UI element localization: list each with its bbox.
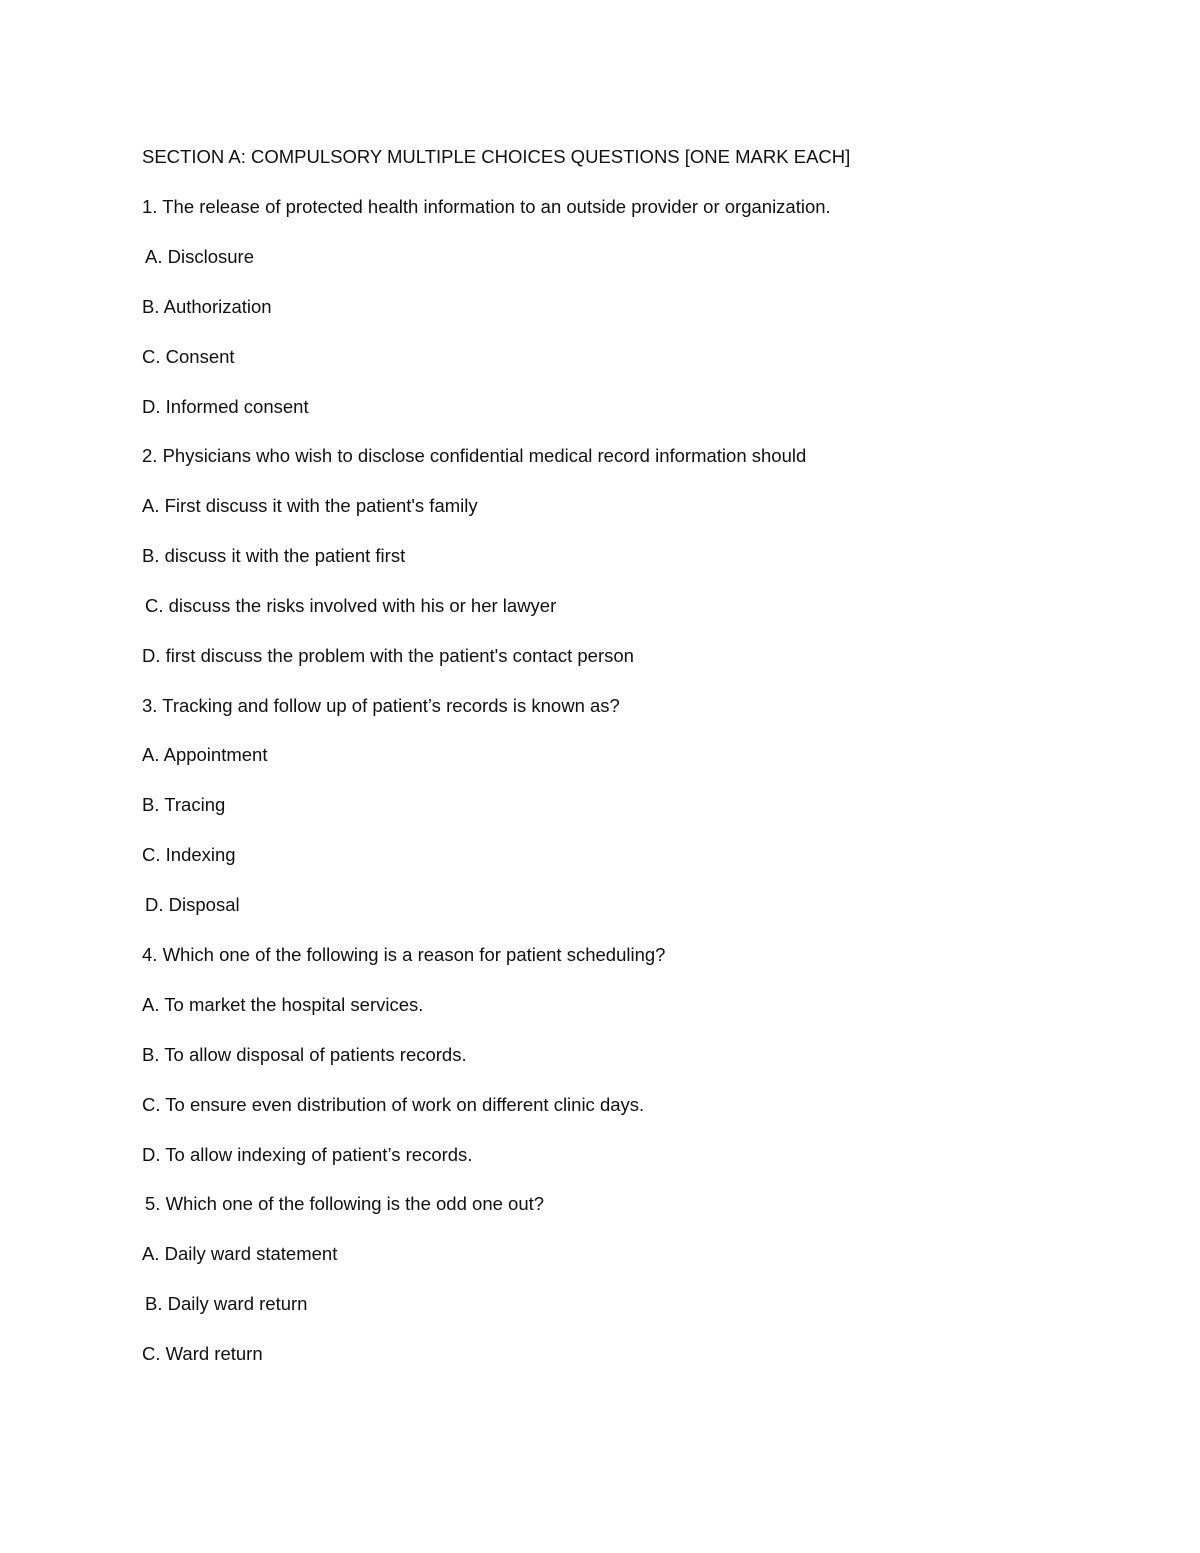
question-3-option-c: C. Indexing <box>142 844 236 865</box>
question-1-option-c: C. Consent <box>142 346 235 367</box>
section-heading: SECTION A: COMPULSORY MULTIPLE CHOICES QUESTIONS [ONE MARK EACH] <box>142 146 851 167</box>
question-1-option-d: D. Informed consent <box>142 396 309 417</box>
question-2-option-c: C. discuss the risks involved with his or her lawyer <box>145 595 557 616</box>
question-2-option-a: A. First discuss it with the patient's family <box>142 495 478 516</box>
question-4-option-a: A. To market the hospital services. <box>142 994 424 1015</box>
question-3-option-a: A. Appointment <box>142 744 268 765</box>
question-5-text: 5. Which one of the following is the odd one out? <box>145 1193 545 1214</box>
question-4-option-b: B. To allow disposal of patients records. <box>142 1044 467 1065</box>
question-3-option-b: B. Tracing <box>142 794 226 815</box>
question-2-text: 2. Physicians who wish to disclose confidential medical record information should <box>142 445 807 466</box>
question-1-text: 1. The release of protected health information to an outside provider or organization. <box>142 196 831 217</box>
question-4-option-c: C. To ensure even distribution of work on different clinic days. <box>142 1094 645 1115</box>
question-5-option-b: B. Daily ward return <box>145 1293 308 1314</box>
question-4-text: 4. Which one of the following is a reason for patient scheduling? <box>142 944 666 965</box>
question-3-option-d: D. Disposal <box>145 894 240 915</box>
question-1-option-b: B. Authorization <box>142 296 272 317</box>
question-1-option-a: A. Disclosure <box>145 246 254 267</box>
question-2-option-b: B. discuss it with the patient first <box>142 545 406 566</box>
question-5-option-a: A. Daily ward statement <box>142 1243 338 1264</box>
question-5-option-c: C. Ward return <box>142 1343 263 1364</box>
question-4-option-d: D. To allow indexing of patient’s records. <box>142 1144 473 1165</box>
question-2-option-d: D. first discuss the problem with the patient's contact person <box>142 645 634 666</box>
question-3-text: 3. Tracking and follow up of patient’s records is known as? <box>142 695 620 716</box>
